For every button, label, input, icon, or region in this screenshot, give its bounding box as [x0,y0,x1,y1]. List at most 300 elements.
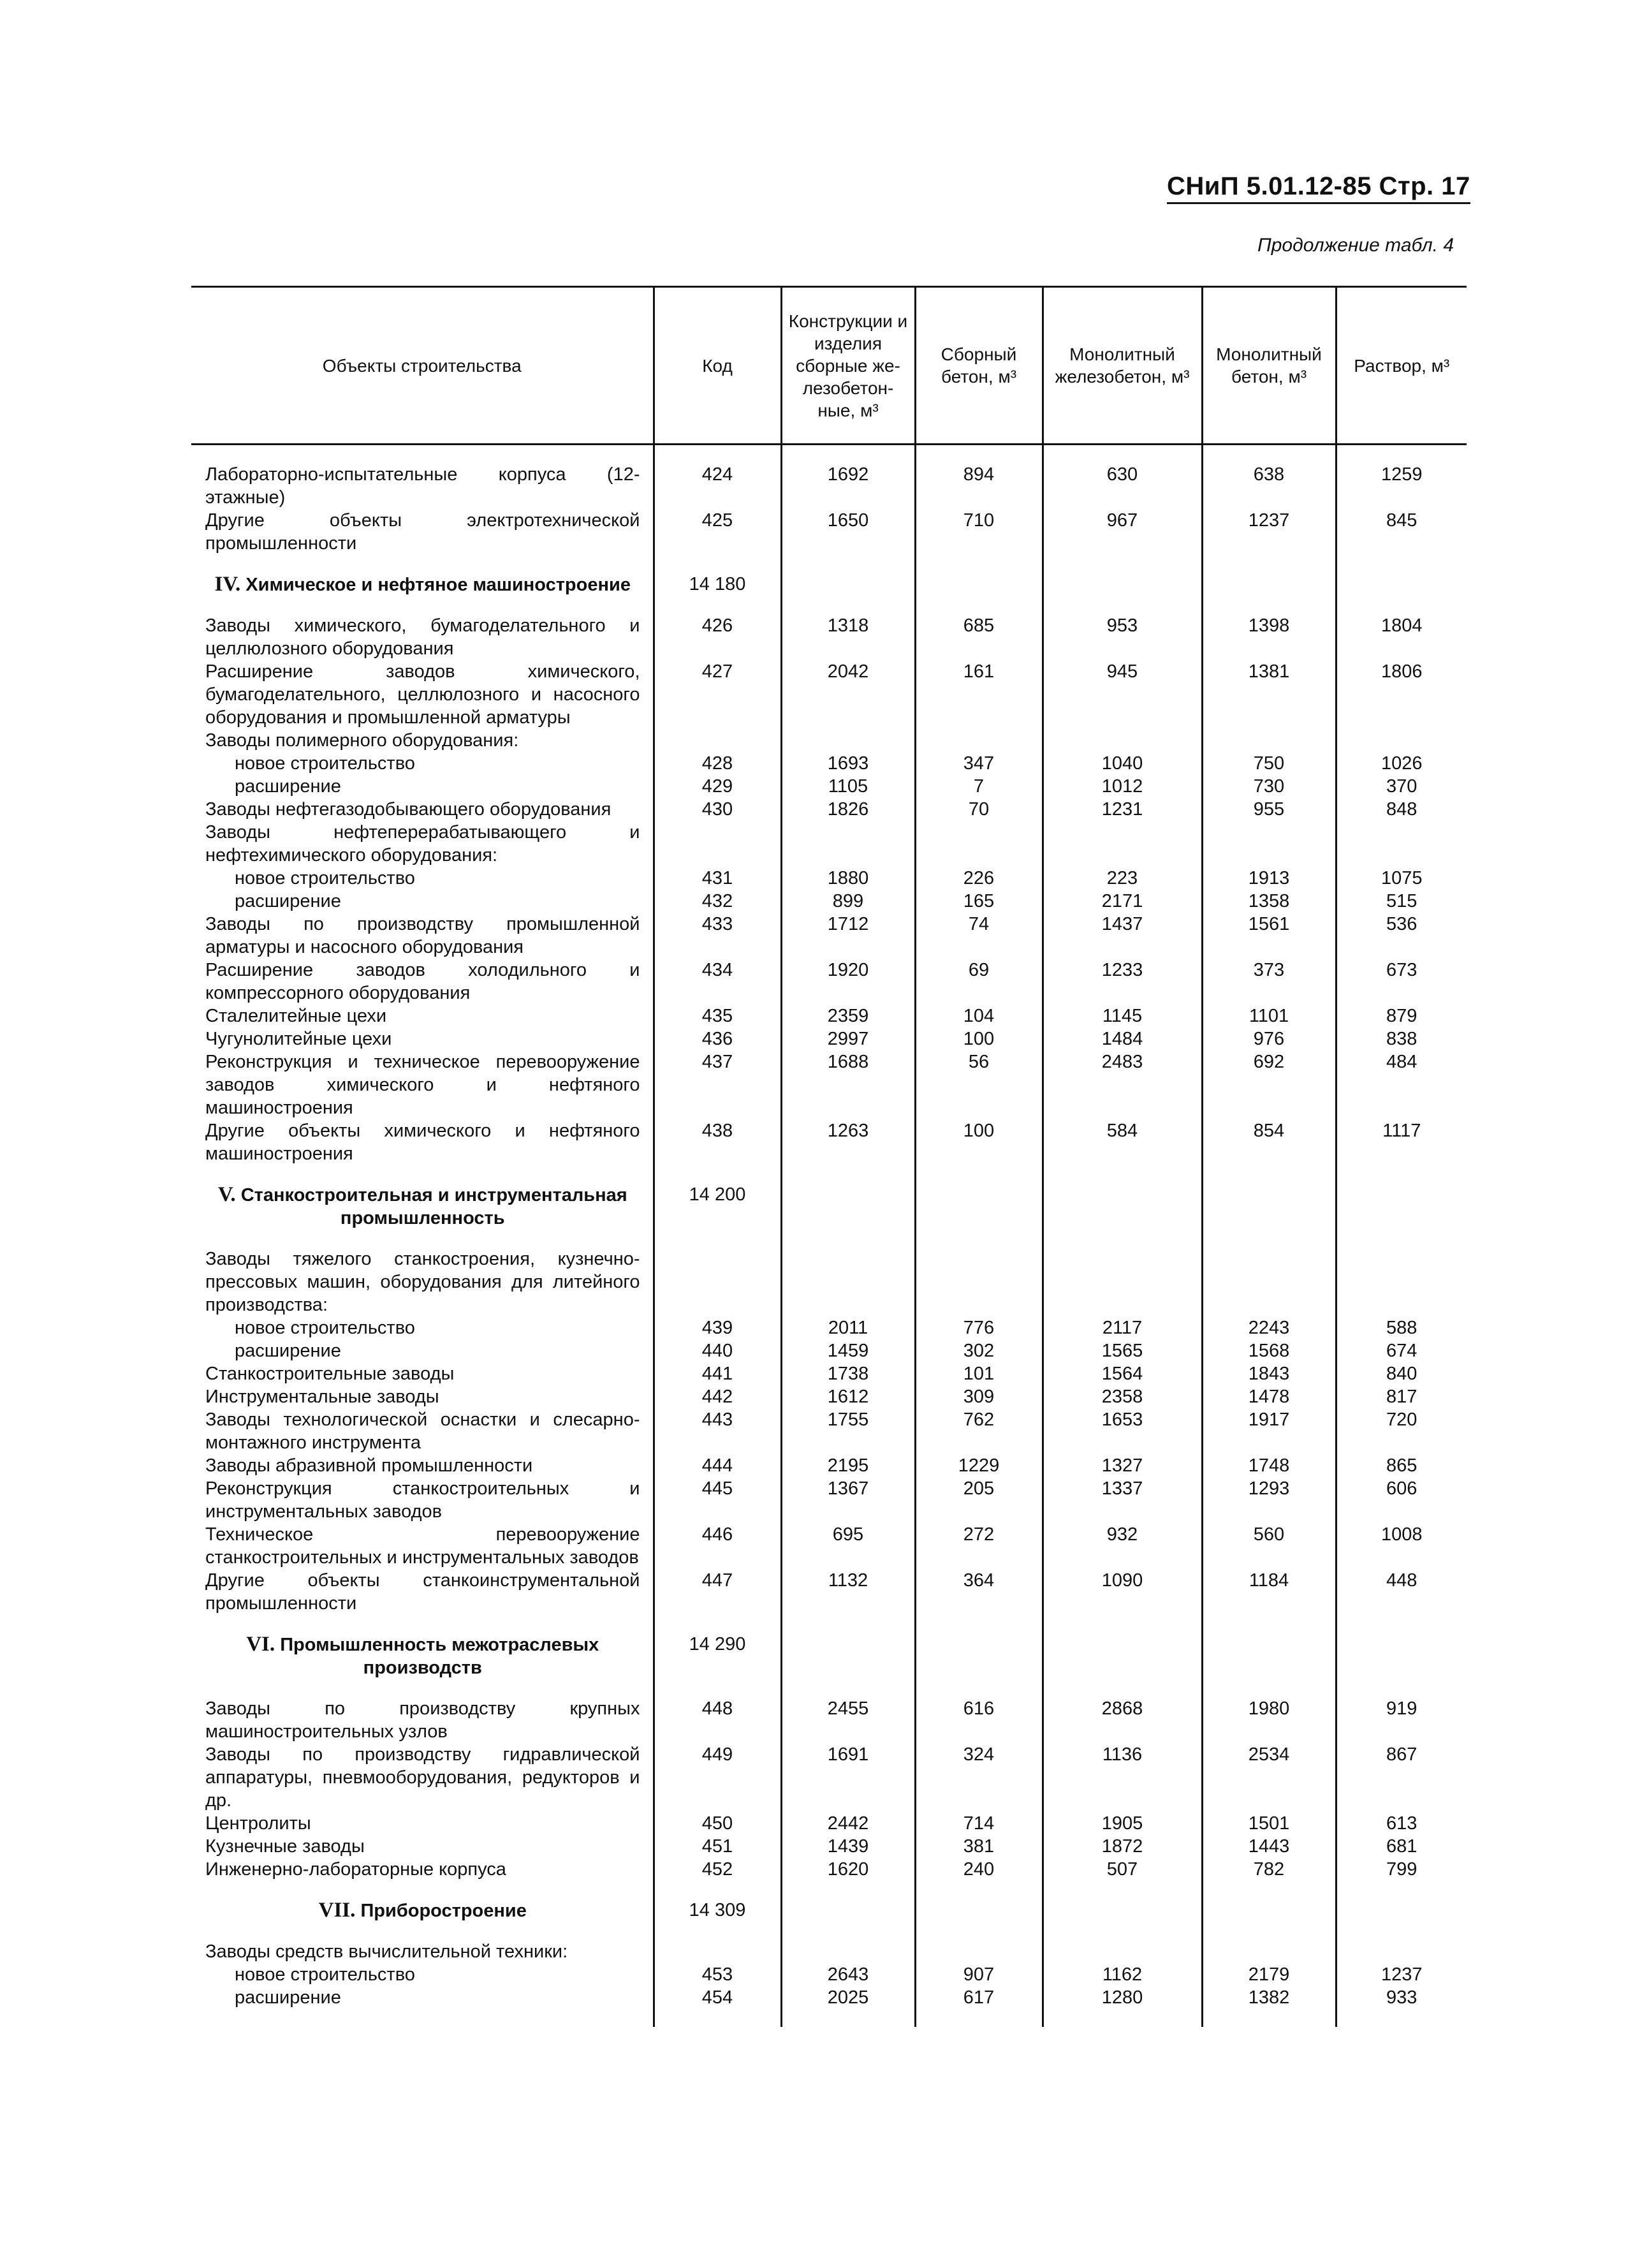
section-number: VI. [246,1633,275,1656]
precast-rc-cell: 2011 [781,1316,915,1339]
object-name: Другие объекты электротехнической промышленности [205,510,640,554]
object-name: расширение [235,1987,341,2008]
monolithic-rc-cell [1043,1940,1202,1963]
precast-concrete-cell [915,729,1043,752]
mortar-cell: 817 [1336,1385,1467,1408]
precast-concrete-cell: 1229 [915,1454,1043,1477]
object-name: Расширение заводов холодильного и компрессорного оборудования [205,960,640,1003]
precast-concrete-cell: 205 [915,1477,1043,1523]
precast-rc-cell: 1688 [781,1050,915,1119]
section-heading-row [191,1633,1467,1679]
spacer-cell [1336,1165,1467,1183]
object-name: Лабораторно-испытательные корпуса (12-этажные) [205,464,640,508]
precast-rc-cell: 1105 [781,775,915,798]
table-row [191,1697,1467,1743]
mortar-cell [1336,573,1467,596]
spacer-cell [915,445,1043,464]
monolithic-concrete-cell: 1101 [1202,1005,1336,1027]
object-name: Реконструкция и техническое перевооружение заводов химического и нефтяного машиностроения [205,1052,640,1118]
object-name: Расширение заводов химического, бумагоделательного, целлюлозного и насосного оборудования и промышленной арматуры [205,661,640,728]
spacer-cell [915,1679,1043,1697]
code-cell: 454 [654,1986,781,2009]
monolithic-concrete-cell: 782 [1202,1858,1336,1881]
spacer-cell [1202,1679,1336,1697]
mortar-cell: 840 [1336,1362,1467,1385]
table-row [191,1858,1467,1881]
table-row [191,614,1467,660]
spacer-cell [654,1881,781,1899]
spacer-cell [654,445,781,464]
code-cell: 427 [654,660,781,729]
group-label: Заводы средств вычислительной техники: [205,1941,568,1962]
monolithic-concrete-cell: 730 [1202,775,1336,798]
precast-concrete-cell: 894 [915,463,1043,509]
code-cell: 438 [654,1119,781,1165]
group-label-row [191,1940,1467,1963]
mortar-cell: 674 [1336,1339,1467,1362]
mortar-cell [1336,821,1467,867]
precast-rc-cell: 2025 [781,1986,915,2009]
code-cell: 442 [654,1385,781,1408]
table-row [191,867,1467,890]
monolithic-concrete-cell: 373 [1202,959,1336,1005]
spacer-cell [915,1881,1043,1899]
section-name: Химическое и нефтяное машиностроение [245,575,631,595]
spacer-cell [1202,1881,1336,1899]
precast-rc-cell: 1620 [781,1858,915,1881]
monolithic-concrete-cell: 1381 [1202,660,1336,729]
table-row [191,509,1467,555]
precast-concrete-cell [915,1248,1043,1316]
precast-rc-cell [781,573,915,596]
code-cell: 14 290 [654,1633,781,1679]
spacer-cell [1043,596,1202,614]
spacer-cell [1336,1615,1467,1633]
spacer-cell [1202,1230,1336,1248]
precast-concrete-cell [915,573,1043,596]
spacer-cell [654,2009,781,2027]
code-cell: 434 [654,959,781,1005]
monolithic-rc-cell [1043,1183,1202,1230]
monolithic-concrete-cell: 1478 [1202,1385,1336,1408]
monolithic-rc-cell [1043,1248,1202,1316]
precast-rc-cell: 1439 [781,1835,915,1858]
spacer-cell [1043,1922,1202,1940]
spacer-cell [1043,1165,1202,1183]
table-row [191,1743,1467,1812]
mortar-cell: 848 [1336,798,1467,821]
monolithic-concrete-cell [1202,1899,1336,1922]
table-row [191,752,1467,775]
code-cell [654,1940,781,1963]
spacer-cell [1336,596,1467,614]
object-name: новое строительство [235,753,415,774]
precast-concrete-cell: 74 [915,913,1043,959]
table-row [191,1835,1467,1858]
table-row [191,775,1467,798]
table-row [191,1005,1467,1027]
monolithic-rc-cell [1043,573,1202,596]
mortar-cell: 1806 [1336,660,1467,729]
object-name: расширение [235,891,341,911]
precast-rc-cell: 1612 [781,1385,915,1408]
spacer-row [191,1881,1467,1899]
spacer-row [191,1165,1467,1183]
spacer-cell [1336,2009,1467,2027]
precast-concrete-cell: 762 [915,1408,1043,1454]
monolithic-rc-cell: 630 [1043,463,1202,509]
section-number: V. [217,1183,236,1206]
code-cell: 448 [654,1697,781,1743]
precast-rc-cell: 1318 [781,614,915,660]
mortar-cell: 1259 [1336,463,1467,509]
precast-concrete-cell: 617 [915,1986,1043,2009]
spacer-cell [1336,1230,1467,1248]
precast-rc-cell: 2997 [781,1027,915,1050]
monolithic-concrete-cell: 560 [1202,1523,1336,1569]
mortar-cell: 799 [1336,1858,1467,1881]
object-name: расширение [235,1341,341,1361]
table-row [191,1477,1467,1523]
monolithic-rc-cell: 1872 [1043,1835,1202,1858]
precast-rc-cell: 899 [781,890,915,913]
precast-concrete-cell: 309 [915,1385,1043,1408]
spacer-row [191,555,1467,573]
spacer-cell [1336,445,1467,464]
mortar-cell: 1804 [1336,614,1467,660]
monolithic-rc-cell: 967 [1043,509,1202,555]
monolithic-rc-cell: 1564 [1043,1362,1202,1385]
precast-rc-cell: 1880 [781,867,915,890]
monolithic-rc-cell [1043,821,1202,867]
data-table-container [191,286,1467,2027]
monolithic-rc-cell: 945 [1043,660,1202,729]
group-label: Заводы полимерного оборудования: [205,730,519,751]
table-row [191,1339,1467,1362]
section-heading-row [191,1183,1467,1230]
table-row [191,1963,1467,1986]
mortar-cell: 606 [1336,1477,1467,1523]
monolithic-concrete-cell [1202,1633,1336,1679]
monolithic-concrete-cell: 976 [1202,1027,1336,1050]
precast-rc-cell: 1738 [781,1362,915,1385]
spacer-cell [1336,1922,1467,1940]
table-row [191,1408,1467,1454]
spacer-cell [191,596,654,614]
monolithic-concrete-cell: 1913 [1202,867,1336,890]
mortar-cell: 838 [1336,1027,1467,1050]
code-cell: 428 [654,752,781,775]
column-header-code: Код [654,288,781,445]
spacer-cell [915,555,1043,573]
spacer-cell [781,1881,915,1899]
precast-concrete-cell: 685 [915,614,1043,660]
spacer-cell [654,1922,781,1940]
spacer-cell [191,555,654,573]
table-row [191,1385,1467,1408]
precast-rc-cell: 1826 [781,798,915,821]
column-header-monolithic-rc: Монолитный железобетон, м³ [1043,288,1202,445]
materials-table [191,288,1467,2027]
object-name: Сталелитейные цехи [205,1006,387,1026]
table-row [191,1119,1467,1165]
code-cell [654,821,781,867]
precast-rc-cell: 2195 [781,1454,915,1477]
precast-rc-cell: 1755 [781,1408,915,1454]
spacer-cell [1336,1881,1467,1899]
table-row [191,1986,1467,2009]
object-name: Заводы абразивной промышленности [205,1455,533,1476]
spacer-cell [781,555,915,573]
monolithic-concrete-cell: 854 [1202,1119,1336,1165]
precast-concrete-cell: 56 [915,1050,1043,1119]
precast-rc-cell: 1692 [781,463,915,509]
monolithic-rc-cell: 1162 [1043,1963,1202,1986]
precast-concrete-cell: 104 [915,1005,1043,1027]
precast-concrete-cell: 272 [915,1523,1043,1569]
monolithic-rc-cell: 1145 [1043,1005,1202,1027]
section-title [191,573,654,596]
code-cell: 444 [654,1454,781,1477]
precast-concrete-cell: 100 [915,1027,1043,1050]
code-cell: 443 [654,1408,781,1454]
precast-rc-cell: 1693 [781,752,915,775]
column-header-objects: Объекты строительства [191,288,654,445]
monolithic-rc-cell: 1231 [1043,798,1202,821]
monolithic-rc-cell: 1012 [1043,775,1202,798]
mortar-cell: 484 [1336,1050,1467,1119]
spacer-cell [781,1615,915,1633]
object-name: Станкостроительные заводы [205,1364,455,1384]
monolithic-concrete-cell [1202,1183,1336,1230]
spacer-cell [915,1615,1043,1633]
monolithic-concrete-cell: 692 [1202,1050,1336,1119]
spacer-cell [1043,555,1202,573]
section-name: Приборостроение [360,1901,527,1921]
spacer-cell [654,1615,781,1633]
spacer-row [191,1615,1467,1633]
monolithic-rc-cell: 223 [1043,867,1202,890]
spacer-cell [1202,2009,1336,2027]
spacer-cell [1202,1165,1336,1183]
spacer-cell [915,1922,1043,1940]
object-name: Заводы по производству промышленной арматуры и насосного оборудования [205,914,640,957]
precast-rc-cell: 2455 [781,1697,915,1743]
precast-rc-cell: 2442 [781,1812,915,1835]
table-row [191,1316,1467,1339]
monolithic-concrete-cell: 1748 [1202,1454,1336,1477]
monolithic-concrete-cell [1202,573,1336,596]
spacer-cell [915,1165,1043,1183]
mortar-cell: 1117 [1336,1119,1467,1165]
table-row [191,798,1467,821]
code-cell [654,729,781,752]
mortar-cell: 1026 [1336,752,1467,775]
mortar-cell: 448 [1336,1569,1467,1615]
spacer-cell [654,596,781,614]
object-name: расширение [235,776,341,797]
monolithic-concrete-cell: 1184 [1202,1569,1336,1615]
spacer-row [191,2009,1467,2027]
spacer-cell [1043,2009,1202,2027]
spacer-row [191,1230,1467,1248]
code-cell: 449 [654,1743,781,1812]
spacer-cell [191,1922,654,1940]
precast-concrete-cell: 714 [915,1812,1043,1835]
precast-rc-cell: 695 [781,1523,915,1569]
spacer-cell [1202,1615,1336,1633]
table-row [191,1454,1467,1477]
monolithic-concrete-cell: 2243 [1202,1316,1336,1339]
monolithic-rc-cell: 2117 [1043,1316,1202,1339]
monolithic-concrete-cell: 1443 [1202,1835,1336,1858]
spacer-cell [191,1165,654,1183]
monolithic-rc-cell: 1437 [1043,913,1202,959]
spacer-row [191,1922,1467,1940]
spacer-cell [191,445,654,464]
monolithic-concrete-cell: 1561 [1202,913,1336,959]
table-row [191,959,1467,1005]
precast-rc-cell [781,821,915,867]
column-header-precast-rc: Конструкции и изделия сборные же- лезобетон- ные, м³ [781,288,915,445]
object-name: Заводы по производству крупных машиностроительных узлов [205,1698,640,1742]
table-row [191,463,1467,509]
object-name: новое строительство [235,1964,415,1985]
spacer-row [191,445,1467,464]
monolithic-concrete-cell: 1917 [1202,1408,1336,1454]
group-label: Заводы нефтеперерабатывающего и нефтехимического оборудования: [205,822,640,865]
spacer-cell [781,1165,915,1183]
section-heading-row [191,1899,1467,1922]
section-number: VII. [318,1899,356,1922]
mortar-cell [1336,729,1467,752]
spacer-cell [1043,1881,1202,1899]
section-title [191,1183,654,1230]
spacer-cell [1043,1230,1202,1248]
precast-rc-cell: 1263 [781,1119,915,1165]
precast-concrete-cell: 240 [915,1858,1043,1881]
table-row [191,1812,1467,1835]
code-cell: 14 200 [654,1183,781,1230]
precast-concrete-cell [915,821,1043,867]
code-cell: 431 [654,867,781,890]
object-name: Центролиты [205,1813,311,1834]
monolithic-concrete-cell: 750 [1202,752,1336,775]
monolithic-concrete-cell: 1980 [1202,1697,1336,1743]
code-cell: 440 [654,1339,781,1362]
spacer-cell [1202,1922,1336,1940]
code-cell [654,1248,781,1316]
monolithic-rc-cell: 507 [1043,1858,1202,1881]
group-label-row [191,1248,1467,1316]
precast-rc-cell: 2359 [781,1005,915,1027]
code-cell: 14 180 [654,573,781,596]
monolithic-concrete-cell: 1382 [1202,1986,1336,2009]
spacer-cell [654,1230,781,1248]
table-row [191,1050,1467,1119]
spacer-cell [781,1679,915,1697]
monolithic-rc-cell: 1280 [1043,1986,1202,2009]
mortar-cell: 1075 [1336,867,1467,890]
code-cell: 441 [654,1362,781,1385]
spacer-cell [781,1230,915,1248]
mortar-cell: 879 [1336,1005,1467,1027]
mortar-cell: 865 [1336,1454,1467,1477]
monolithic-concrete-cell [1202,1248,1336,1316]
spacer-cell [1043,1679,1202,1697]
precast-rc-cell [781,1248,915,1316]
precast-rc-cell: 2643 [781,1963,915,1986]
monolithic-concrete-cell: 1398 [1202,614,1336,660]
spacer-cell [1336,555,1467,573]
monolithic-rc-cell: 1653 [1043,1408,1202,1454]
precast-concrete-cell: 100 [915,1119,1043,1165]
monolithic-rc-cell: 953 [1043,614,1202,660]
precast-concrete-cell: 69 [915,959,1043,1005]
precast-concrete-cell: 324 [915,1743,1043,1812]
precast-concrete-cell: 161 [915,660,1043,729]
page-header: СНиП 5.01.12-85 Стр. 17 [1167,172,1470,204]
spacer-cell [191,1230,654,1248]
code-cell: 424 [654,463,781,509]
spacer-cell [191,1881,654,1899]
object-name: Заводы по производству гидравлической аппаратуры, пневмооборудования, редукторов и др. [205,1744,640,1811]
mortar-cell: 845 [1336,509,1467,555]
table-row [191,1362,1467,1385]
monolithic-rc-cell: 1565 [1043,1339,1202,1362]
monolithic-rc-cell [1043,1899,1202,1922]
object-name: Заводы технологической оснастки и слесарно-монтажного инструмента [205,1410,640,1453]
code-cell: 450 [654,1812,781,1835]
mortar-cell: 1008 [1336,1523,1467,1569]
table-row [191,1569,1467,1615]
section-heading-row [191,573,1467,596]
precast-concrete-cell [915,1899,1043,1922]
object-name: новое строительство [235,868,415,888]
mortar-cell: 720 [1336,1408,1467,1454]
mortar-cell [1336,1183,1467,1230]
mortar-cell: 919 [1336,1697,1467,1743]
table-header-row [191,288,1467,445]
precast-concrete-cell: 710 [915,509,1043,555]
precast-concrete-cell [915,1183,1043,1230]
mortar-cell [1336,1248,1467,1316]
monolithic-rc-cell: 2171 [1043,890,1202,913]
precast-rc-cell [781,729,915,752]
table-row [191,1523,1467,1569]
code-cell: 14 309 [654,1899,781,1922]
spacer-cell [915,2009,1043,2027]
precast-concrete-cell: 364 [915,1569,1043,1615]
monolithic-rc-cell [1043,1633,1202,1679]
spacer-cell [1336,1679,1467,1697]
spacer-cell [1043,1615,1202,1633]
precast-rc-cell: 1459 [781,1339,915,1362]
code-cell: 446 [654,1523,781,1569]
precast-rc-cell: 2042 [781,660,915,729]
code-cell: 433 [654,913,781,959]
mortar-cell: 515 [1336,890,1467,913]
spacer-cell [191,2009,654,2027]
precast-rc-cell [781,1940,915,1963]
object-name: Заводы химического, бумагоделательного и целлюлозного оборудования [205,615,640,659]
object-name: новое строительство [235,1318,415,1338]
spacer-cell [191,1615,654,1633]
section-name: Промышленность межотраслевых производств [280,1635,599,1678]
code-cell: 435 [654,1005,781,1027]
monolithic-rc-cell: 932 [1043,1523,1202,1569]
monolithic-concrete-cell: 1568 [1202,1339,1336,1362]
